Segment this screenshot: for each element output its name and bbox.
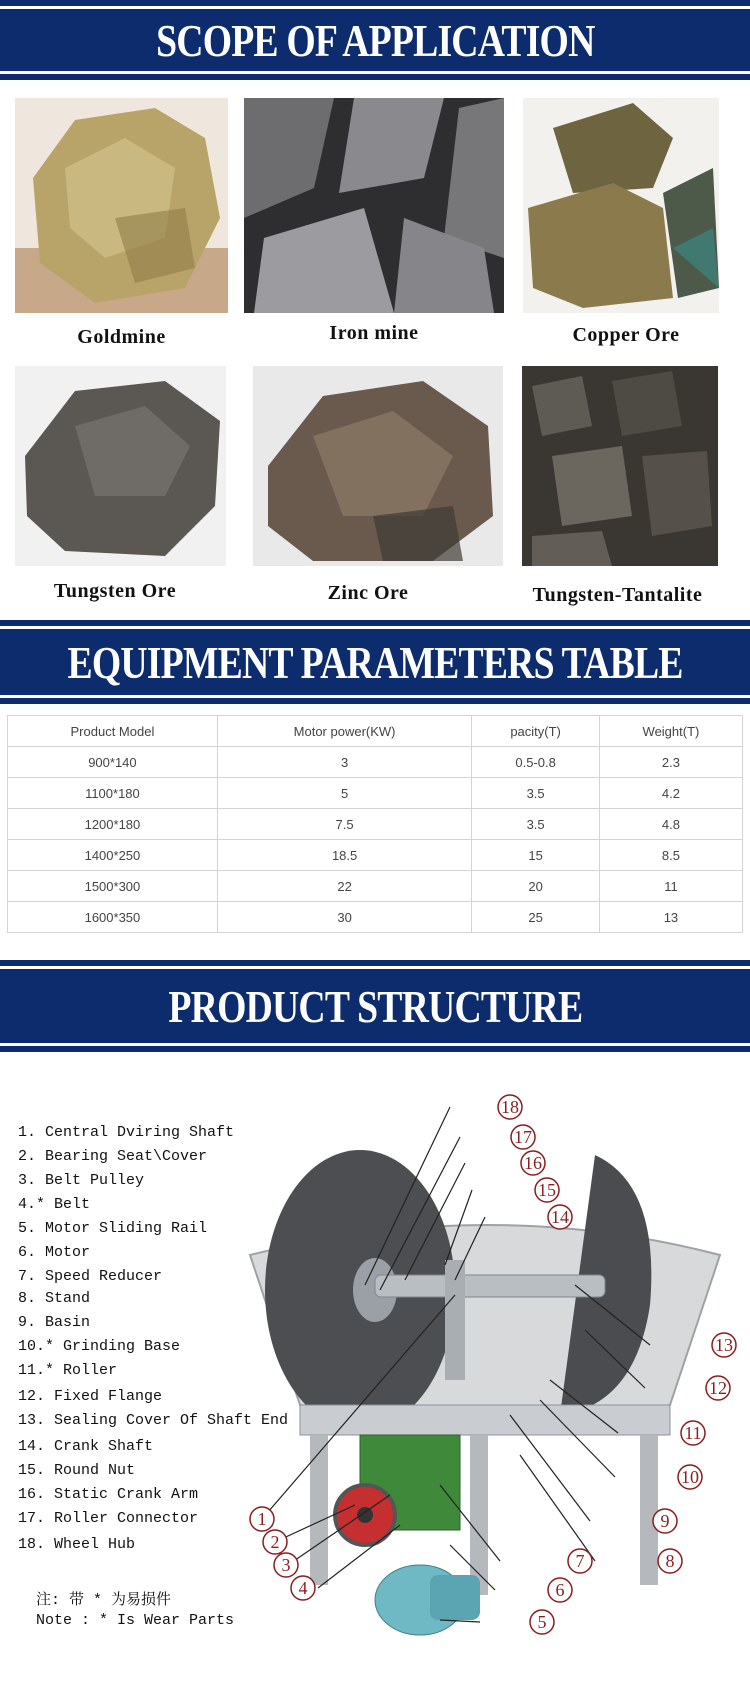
table-header-row xyxy=(8,716,743,747)
legend-item: 3. Belt Pulley xyxy=(18,1172,145,1189)
legend-item: 16. Static Crank Arm xyxy=(18,1486,199,1503)
table-cell: 1600*350 xyxy=(8,902,218,933)
table-cell: 0.5-0.8 xyxy=(472,747,600,778)
callout-number: 13 xyxy=(715,1335,733,1355)
legend-item: 12. Fixed Flange xyxy=(18,1388,163,1405)
callout-number: 3 xyxy=(281,1555,291,1575)
callout-number: 8 xyxy=(665,1551,675,1571)
table-cell: 11 xyxy=(599,871,742,902)
scope-banner xyxy=(0,0,750,80)
table-row xyxy=(8,840,743,871)
callout-number: 7 xyxy=(575,1551,585,1571)
callout-number: 11 xyxy=(684,1423,702,1443)
wear-parts-note-cn: 注: 带 * 为易损件 xyxy=(36,1592,172,1609)
table-cell: 5 xyxy=(217,778,471,809)
legend-item: 5. Motor Sliding Rail xyxy=(18,1220,208,1237)
table-cell: 1200*180 xyxy=(8,809,218,840)
ore-image-tungsten-tantalite xyxy=(522,366,718,566)
legend-item: 4.* Belt xyxy=(18,1196,91,1213)
ore-image-copper-ore xyxy=(523,98,719,313)
table-cell: 15 xyxy=(472,840,600,871)
table-cell: 30 xyxy=(217,902,471,933)
legend-item: 9. Basin xyxy=(18,1314,91,1331)
table-cell: 7.5 xyxy=(217,809,471,840)
callout-number: 16 xyxy=(524,1153,542,1173)
legend-item: 13. Sealing Cover Of Shaft End xyxy=(18,1412,289,1429)
callout-number: 17 xyxy=(514,1127,532,1147)
callout-number: 14 xyxy=(551,1207,569,1227)
legend-item: 7. Speed Reducer xyxy=(18,1268,163,1285)
legend-item: 17. Roller Connector xyxy=(18,1510,199,1527)
ore-image-tungsten-ore xyxy=(15,366,226,566)
callout-number: 10 xyxy=(681,1467,699,1487)
params-title: EQUIPMENT PARAMETERS TABLE xyxy=(67,636,683,688)
legend-item: 6. Motor xyxy=(18,1244,91,1261)
legend-item: 10.* Grinding Base xyxy=(18,1338,181,1355)
structure-diagram xyxy=(240,1075,750,1675)
table-cell: 13 xyxy=(599,902,742,933)
table-header-cell: Motor power(KW) xyxy=(217,716,471,747)
table-cell: 22 xyxy=(217,871,471,902)
parameters-table xyxy=(7,715,743,933)
structure-banner xyxy=(0,960,750,1052)
callout-number: 2 xyxy=(270,1532,280,1552)
table-cell: 1500*300 xyxy=(8,871,218,902)
table-row xyxy=(8,902,743,933)
ore-image-zinc-ore xyxy=(253,366,503,566)
params-banner xyxy=(0,620,750,704)
legend-item: 8. Stand xyxy=(18,1290,91,1307)
ore-label-tungsten-ore: Tungsten Ore xyxy=(53,580,177,602)
table-row xyxy=(8,747,743,778)
legend-item: 18. Wheel Hub xyxy=(18,1536,136,1553)
callout-number: 12 xyxy=(709,1378,727,1398)
scope-title: SCOPE OF APPLICATION xyxy=(155,14,595,66)
table-cell: 1100*180 xyxy=(8,778,218,809)
table-header-cell: Weight(T) xyxy=(599,716,742,747)
table-row xyxy=(8,809,743,840)
ore-image-iron-mine xyxy=(244,98,504,313)
table-cell: 3 xyxy=(217,747,471,778)
ore-label-goldmine: Goldmine xyxy=(77,326,166,348)
callout-number: 15 xyxy=(538,1180,556,1200)
ore-label-zinc-ore: Zinc Ore xyxy=(327,582,409,604)
table-cell: 20 xyxy=(472,871,600,902)
table-cell: 4.2 xyxy=(599,778,742,809)
table-cell: 3.5 xyxy=(472,809,600,840)
callout-number: 4 xyxy=(298,1578,308,1598)
table-row xyxy=(8,871,743,902)
callout-number: 9 xyxy=(660,1511,670,1531)
table-header-cell: pacity(T) xyxy=(472,716,600,747)
structure-title: PRODUCT STRUCTURE xyxy=(168,980,582,1032)
legend-item: 11.* Roller xyxy=(18,1362,118,1379)
table-cell: 2.3 xyxy=(599,747,742,778)
wear-parts-note-en: Note : * Is Wear Parts xyxy=(36,1612,235,1629)
ore-label-copper-ore: Copper Ore xyxy=(572,324,680,346)
legend-item: 1. Central Dviring Shaft xyxy=(18,1124,235,1141)
table-cell: 3.5 xyxy=(472,778,600,809)
legend-item: 2. Bearing Seat\Cover xyxy=(18,1148,208,1165)
legend-item: 15. Round Nut xyxy=(18,1462,136,1479)
callout-number: 5 xyxy=(537,1612,547,1632)
table-cell: 25 xyxy=(472,902,600,933)
table-cell: 900*140 xyxy=(8,747,218,778)
callout-number: 6 xyxy=(555,1580,565,1600)
table-header-cell: Product Model xyxy=(8,716,218,747)
table-row xyxy=(8,778,743,809)
ore-image-goldmine xyxy=(15,98,228,313)
ore-label-iron-mine: Iron mine xyxy=(329,322,419,344)
callout-number: 18 xyxy=(501,1097,519,1117)
legend-item: 14. Crank Shaft xyxy=(18,1438,154,1455)
table-cell: 1400*250 xyxy=(8,840,218,871)
table-cell: 18.5 xyxy=(217,840,471,871)
callout-number: 1 xyxy=(257,1509,267,1529)
table-cell: 8.5 xyxy=(599,840,742,871)
table-cell: 4.8 xyxy=(599,809,742,840)
ore-label-tungsten-tantalite: Tungsten-Tantalite xyxy=(532,584,703,606)
